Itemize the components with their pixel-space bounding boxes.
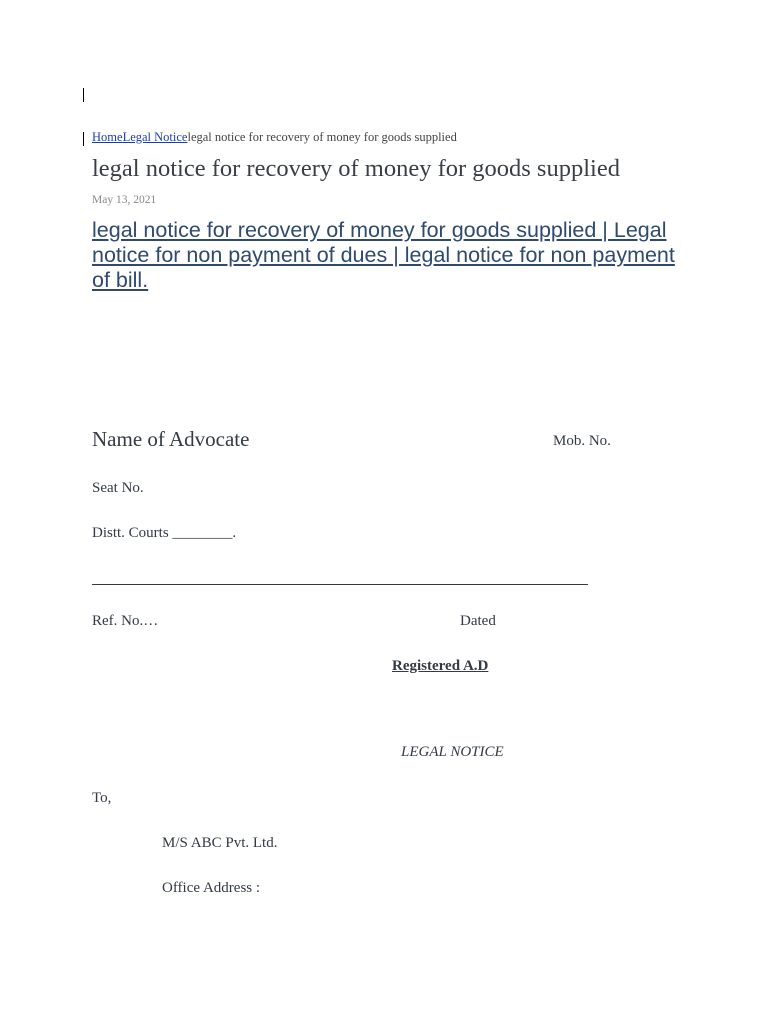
text-cursor (83, 88, 84, 102)
breadcrumb-current: legal notice for recovery of money for goods supplied (187, 130, 457, 144)
recipient-office-address: Office Address : (162, 880, 261, 896)
page-title: legal notice for recovery of money for goods supplied (92, 155, 620, 182)
recipient-salutation: To, (92, 790, 112, 806)
recipient-company: M/S ABC Pvt. Ltd. (162, 835, 278, 851)
reference-number-label: Ref. No.… (92, 613, 159, 629)
breadcrumb-home-link[interactable]: Home (92, 130, 123, 144)
breadcrumb (92, 130, 457, 145)
mobile-number-label: Mob. No. (553, 433, 611, 449)
post-heading: legal notice for recovery of money for goods supplied | Legal notice for non payment of dues | legal notice for non payment of bill. (92, 218, 675, 292)
advocate-name: Name of Advocate (92, 427, 250, 451)
seat-number-label: Seat No. (92, 480, 144, 496)
district-courts-label: Distt. Courts ________. (92, 525, 237, 541)
breadcrumb-marker (83, 132, 84, 146)
registered-ad-label: Registered A.D (392, 658, 489, 674)
divider-line (92, 584, 588, 585)
dated-label: Dated (460, 613, 496, 629)
post-date: May 13, 2021 (92, 194, 157, 206)
legal-notice-heading: LEGAL NOTICE (401, 744, 504, 760)
breadcrumb-category-link[interactable]: Legal Notice (122, 130, 188, 144)
